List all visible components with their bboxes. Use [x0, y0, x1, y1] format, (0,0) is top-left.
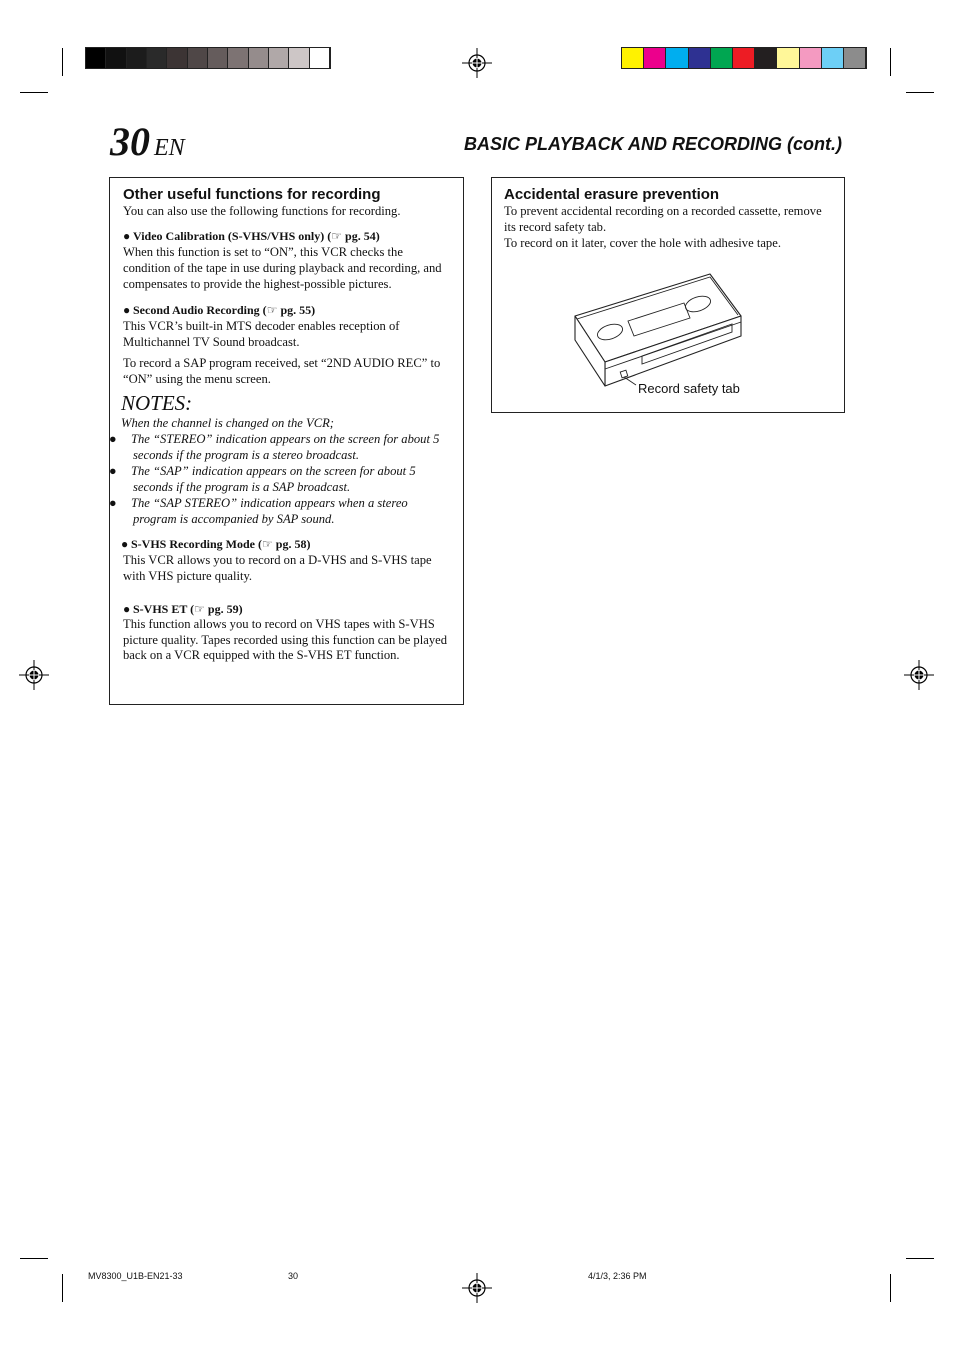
- box-title: Other useful functions for recording: [123, 186, 381, 203]
- video-calibration-item: [123, 228, 450, 292]
- registration-mark-icon: [462, 48, 492, 78]
- color-swatch: [666, 48, 688, 68]
- bullet: ●: [109, 464, 117, 478]
- box-title: Accidental erasure prevention: [504, 186, 720, 203]
- notes-intro: When the channel is changed on the VCR;: [121, 416, 334, 430]
- crop-mark: [62, 1274, 63, 1302]
- color-swatch: [167, 48, 187, 68]
- pointing-hand-icon: ☞: [266, 303, 278, 317]
- crop-mark: [906, 92, 934, 93]
- note-text: The “SAP STEREO” indication appears when a stereo program is accompanied by SAP sound.: [131, 496, 408, 526]
- bullet: ●: [123, 303, 131, 317]
- bullet: ●: [123, 602, 131, 616]
- note-item: [109, 495, 450, 527]
- crop-mark: [62, 48, 63, 76]
- svhs-et-item: [123, 601, 450, 664]
- crop-mark: [890, 1274, 891, 1302]
- color-swatch: [622, 48, 644, 68]
- erasure-prevention-box: [491, 177, 845, 413]
- section-title: BASIC PLAYBACK AND RECORDING (cont.): [464, 134, 842, 154]
- other-functions-box: [109, 177, 464, 705]
- color-swatch: [733, 48, 755, 68]
- footer-filename: MV8300_U1B-EN21-33: [88, 1271, 183, 1281]
- registration-mark-icon: [19, 660, 49, 690]
- pointing-hand-icon: ☞: [194, 602, 205, 616]
- registration-mark-icon: [462, 1273, 492, 1303]
- pointing-hand-icon: ☞: [262, 537, 273, 551]
- page-reference: pg. 59): [204, 602, 243, 616]
- note-text: The “SAP” indication appears on the screen for about 5 seconds if the program is a SAP broadcast.: [131, 464, 416, 494]
- safety-tab-caption: Record safety tab: [638, 381, 740, 396]
- second-audio-item: [123, 302, 450, 387]
- color-swatch: [228, 48, 248, 68]
- registration-mark-icon: [904, 660, 934, 690]
- color-swatch: [188, 48, 208, 68]
- language-code: EN: [154, 135, 185, 161]
- erasure-text: To prevent accidental recording on a recorded cassette, remove its record safety tab.: [504, 204, 822, 234]
- color-swatch: [86, 48, 106, 68]
- color-swatch: [249, 48, 269, 68]
- item-name: S-VHS Recording Mode (: [131, 537, 262, 551]
- color-swatch: [106, 48, 126, 68]
- page-reference: pg. 54): [342, 229, 380, 243]
- bullet: ●: [109, 432, 117, 446]
- color-swatch: [711, 48, 733, 68]
- bullet: ●: [121, 537, 129, 551]
- item-body: This VCR’s built-in MTS decoder enables reception of Multichannel TV Sound broadcast.: [123, 319, 400, 349]
- item-body: When this function is set to “ON”, this VCR checks the condition of the tape in use during playback and recording, and compensates to provide the highest-possible pictures.: [123, 245, 442, 291]
- item-name: S-VHS ET (: [133, 602, 195, 616]
- color-swatch: [208, 48, 228, 68]
- vhs-cassette-icon: [572, 272, 744, 390]
- item-name: Video Calibration (S-VHS/VHS only) (: [133, 229, 332, 243]
- color-swatch: [844, 48, 866, 68]
- color-swatch: [310, 48, 330, 68]
- color-swatch: [822, 48, 844, 68]
- page-number-value: 30: [110, 119, 150, 164]
- color-swatch: [755, 48, 777, 68]
- crop-mark: [20, 92, 48, 93]
- color-swatch: [147, 48, 167, 68]
- erasure-text: To record on it later, cover the hole with adhesive tape.: [504, 236, 781, 250]
- bullet: ●: [123, 229, 131, 243]
- item-body: This VCR allows you to record on a D-VHS and S-VHS tape with VHS picture quality.: [123, 553, 432, 583]
- page-reference: pg. 58): [272, 537, 311, 551]
- item-name: Second Audio Recording (: [133, 303, 267, 317]
- intro-text: You can also use the following functions for recording.: [123, 204, 401, 218]
- pointing-hand-icon: ☞: [331, 229, 343, 243]
- color-swatch: [689, 48, 711, 68]
- note-item: [109, 463, 450, 495]
- crop-mark: [890, 48, 891, 76]
- page-reference: pg. 55): [277, 303, 316, 317]
- footer-page: 30: [288, 1271, 299, 1281]
- grayscale-color-bar: [85, 47, 331, 69]
- footer-date: 4/1/3, 2:36 PM: [588, 1271, 647, 1281]
- color-swatch: [127, 48, 147, 68]
- notes-title: NOTES:: [121, 391, 193, 415]
- color-swatch: [269, 48, 289, 68]
- process-color-bar: [621, 47, 867, 69]
- color-swatch: [289, 48, 309, 68]
- color-swatch: [644, 48, 666, 68]
- crop-mark: [906, 1258, 934, 1259]
- color-swatch: [777, 48, 799, 68]
- item-body: This function allows you to record on VHS tapes with S-VHS picture quality. Tapes recorded using this function can be played back on a VCR equipped with the S-VHS ET function.: [123, 617, 448, 662]
- color-swatch: [800, 48, 822, 68]
- svhs-mode-item: [121, 536, 450, 584]
- bullet: ●: [109, 496, 117, 510]
- page-number: [110, 118, 185, 172]
- note-item: [109, 431, 450, 463]
- crop-mark: [20, 1258, 48, 1259]
- notes-section: [109, 391, 450, 527]
- item-body: To record a SAP program received, set “2ND AUDIO REC” to “ON” using the menu screen.: [123, 356, 441, 386]
- note-text: The “STEREO” indication appears on the screen for about 5 seconds if the program is a stereo broadcast.: [131, 432, 440, 462]
